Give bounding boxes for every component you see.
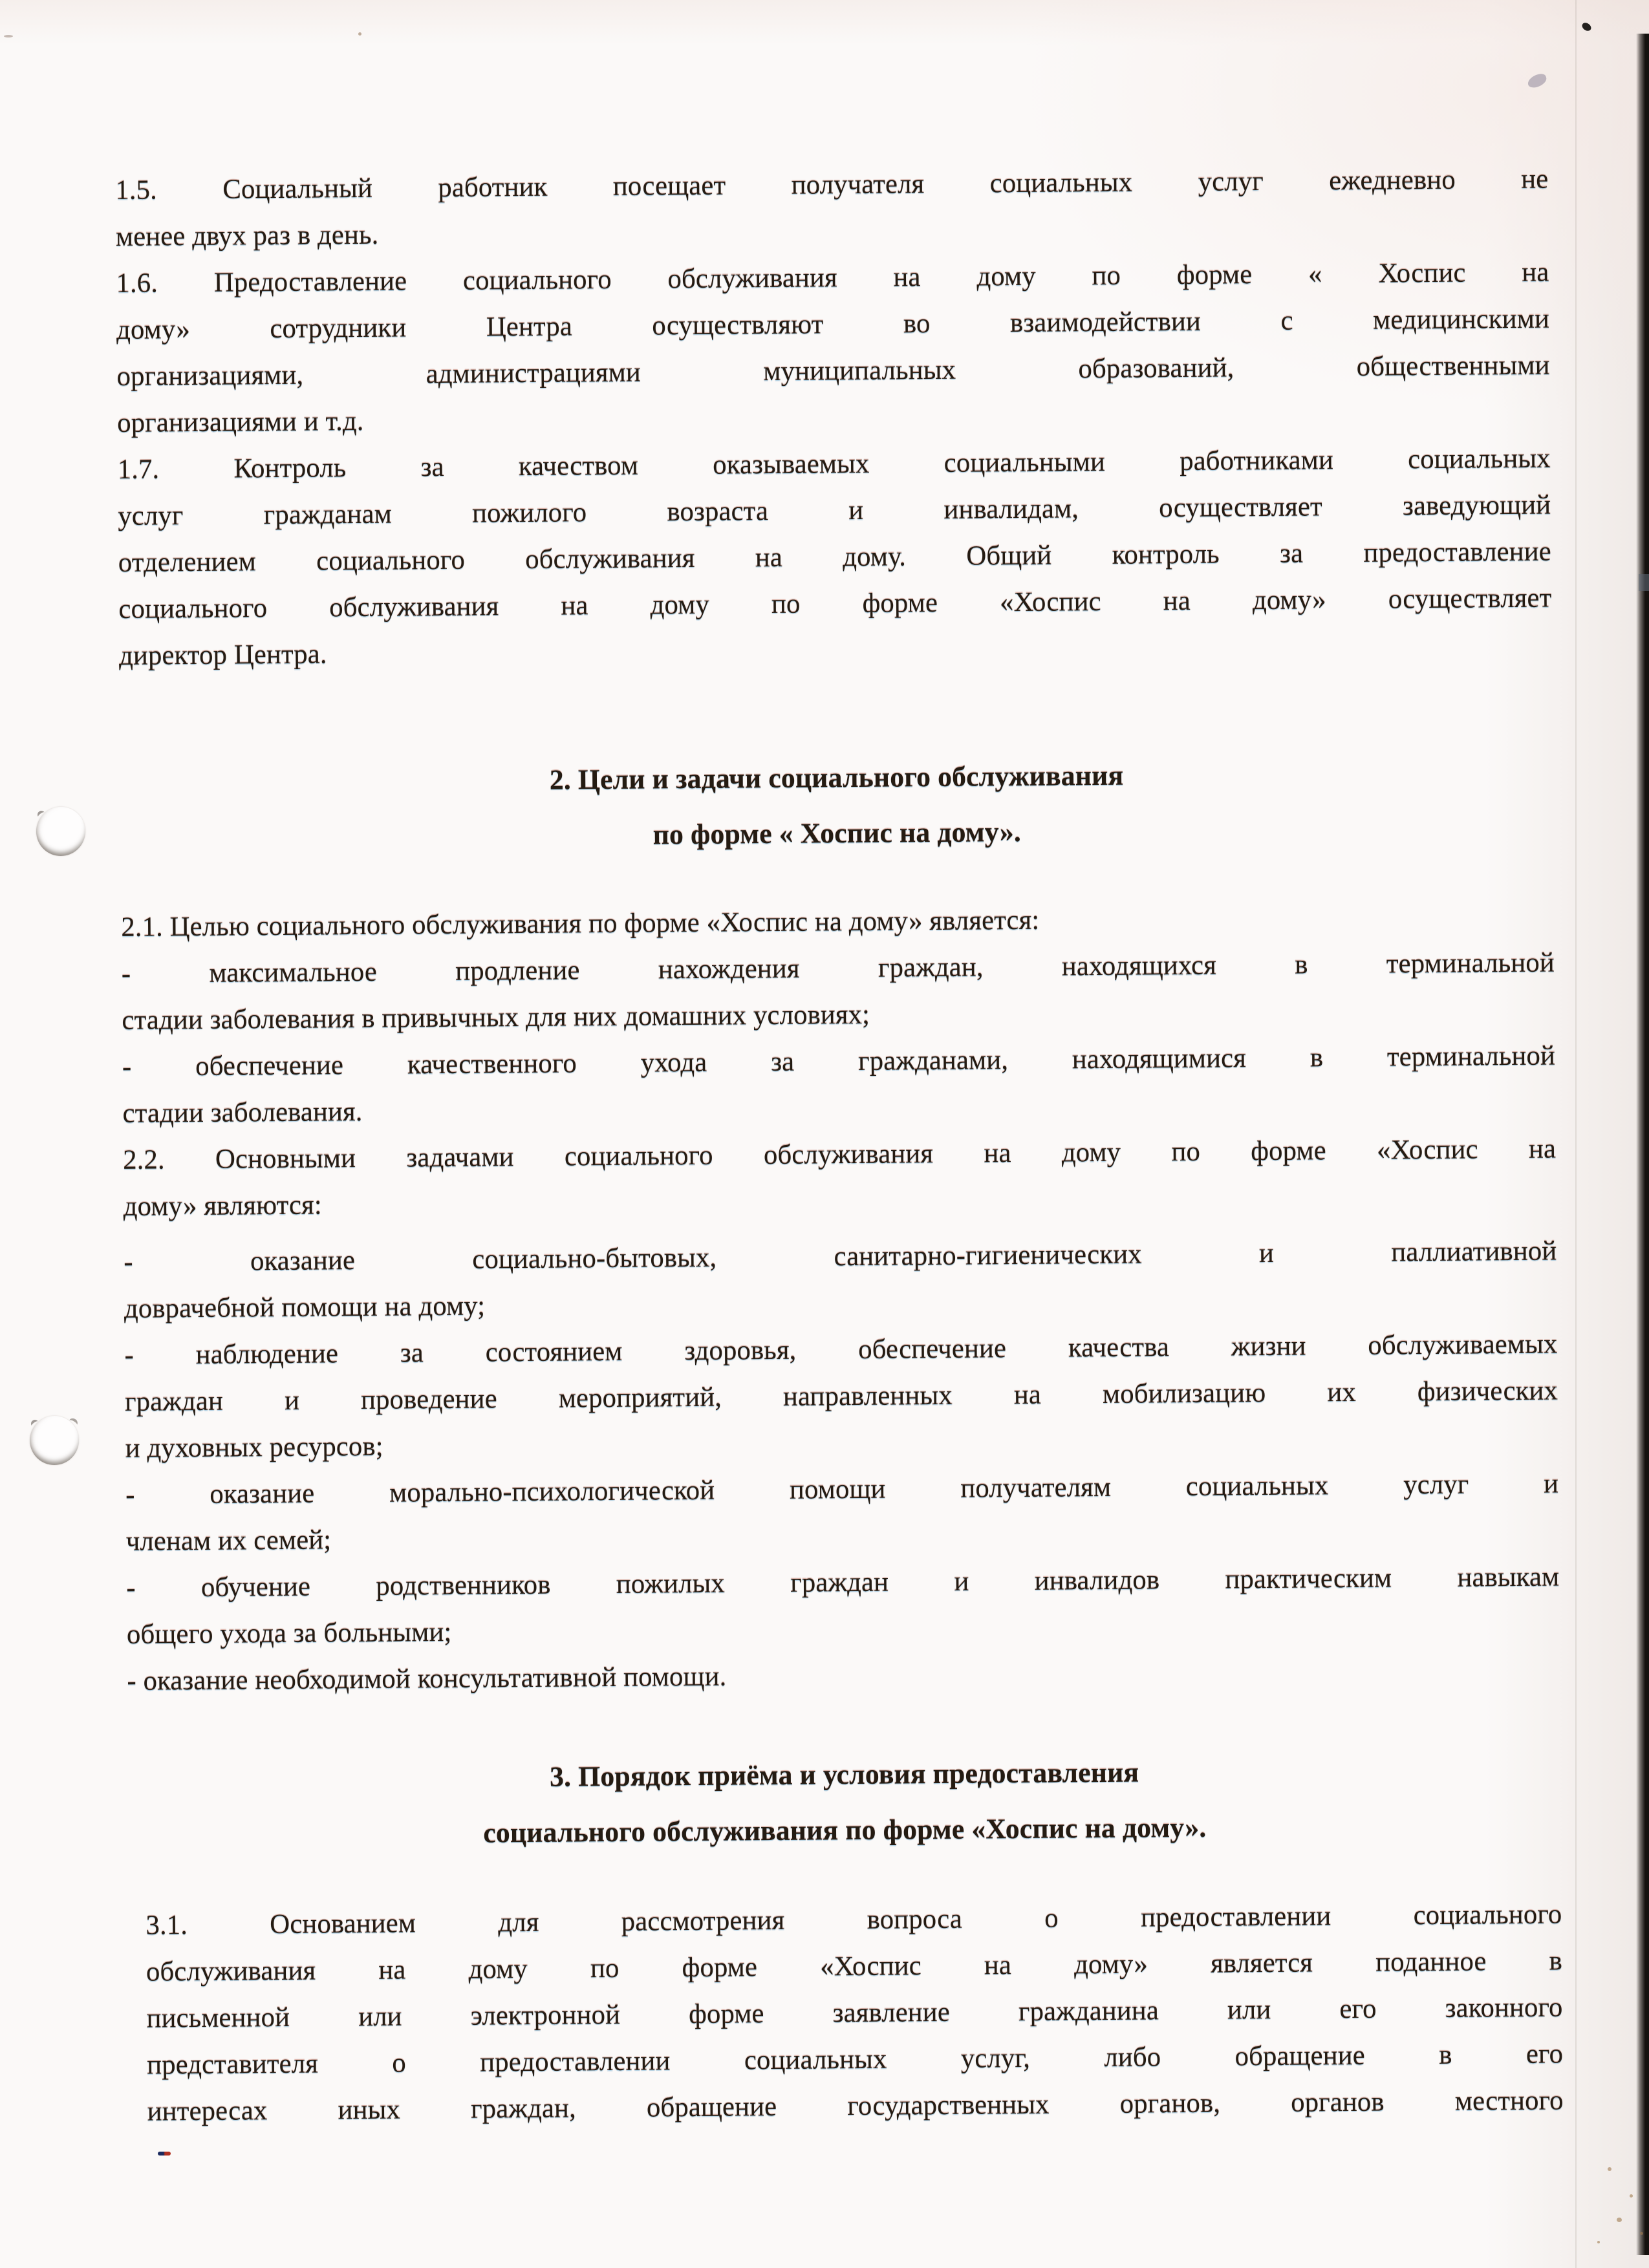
task-item-1 [124, 1228, 1557, 1332]
text-line: 3.1. Основанием для рассмотрения вопроса о предоставлении социального [146, 1899, 1562, 1941]
text-line: организациями, администрациями муниципальных образований, общественными [116, 350, 1550, 392]
text-line: стадии заболевания. [122, 1097, 363, 1129]
task-item-2 [124, 1321, 1558, 1472]
text-line: членам их семей; [125, 1524, 332, 1557]
text-line: - оказание социально-бытовых, санитарно-гигиенических и паллиативной [124, 1236, 1557, 1278]
section-heading-2 [120, 745, 1553, 867]
text-line: обслуживания на дому по форме «Хоспис на дому» является поданное в [146, 1945, 1563, 1987]
text-line: письменной или электронной форме заявление гражданина или его законного [146, 1992, 1563, 2034]
document-text [115, 156, 1564, 2135]
text-line: граждан и проведение мероприятий, направленных на мобилизацию их физических [124, 1375, 1558, 1417]
scan-speck [358, 32, 361, 36]
goal-item-2 [122, 1033, 1556, 1137]
text-line: отделением социального обслуживания на дому. Общий контроль за предоставление [118, 536, 1551, 578]
scan-speck [4, 35, 13, 37]
text-line: общего ухода за больными; [126, 1616, 452, 1650]
paragraph-2-2 [123, 1126, 1557, 1230]
heading-line: 2. Цели и задачи социального обслуживания [549, 759, 1124, 796]
scanner-edge-band [1636, 34, 1649, 2255]
text-line: 1.5. Социальный работник посещает получателя социальных услуг ежедневно не [115, 164, 1549, 206]
text-line: 2.1. Целью социального обслуживания по форме «Хоспис на дому» является: [121, 904, 1040, 943]
text-line: доврачебной помощи на дому; [124, 1290, 486, 1324]
punch-hole [30, 1416, 79, 1465]
text-line: - обеспечение качественного ухода за гражданами, находящимися в терминальной [122, 1040, 1556, 1082]
scanner-band-glint [1639, 574, 1649, 591]
text-line: и духовных ресурсов; [125, 1431, 383, 1464]
text-line: 1.7. Контроль за качеством оказываемых социальными работниками социальных [117, 443, 1551, 485]
section-heading-3 [127, 1741, 1561, 1863]
scan-speck [1608, 2167, 1611, 2171]
text-line: - оказание морально-психологической помощи получателям социальных услуг и [125, 1468, 1559, 1510]
scan-speck [1526, 72, 1548, 89]
paragraph-1-7 [117, 436, 1552, 679]
paragraph-1-5 [115, 156, 1549, 261]
text-line: - оказание необходимой консультативной помощи. [127, 1661, 727, 1696]
text-line: - обучение родственников пожилых граждан и инвалидов практическим навыкам [126, 1561, 1560, 1603]
task-item-3 [125, 1460, 1559, 1565]
text-line: - максимальное продление нахождения граждан, находящихся в терминальной [121, 947, 1555, 989]
text-line: организациями и т.д. [116, 405, 364, 438]
task-item-4 [126, 1554, 1560, 1658]
heading-line: 3. Порядок приёма и условия предоставления [549, 1756, 1139, 1793]
heading-line: по форме « Хоспис на дому». [652, 815, 1021, 851]
text-line: социального обслуживания на дому по форме «Хоспис на дому» осуществляет [118, 583, 1552, 625]
scanner-line-artifact [1575, 0, 1577, 2268]
text-line: интересах иных граждан, обращение государственных органов, органов местного [147, 2085, 1564, 2127]
heading-line: социального обслуживания по форме «Хоспис на дому». [483, 1811, 1207, 1849]
goal-item-1 [122, 940, 1555, 1044]
text-line: директор Центра. [118, 639, 327, 671]
scan-speck [158, 2152, 171, 2156]
scan-speck [1617, 2218, 1622, 2222]
text-line: 2.2. Основными задачами социального обслуживания на дому по форме «Хоспис на [122, 1133, 1557, 1175]
scan-speck [1580, 21, 1593, 33]
text-line: 1.6. Предоставление социального обслуживания на дому по форме « Хоспис на [116, 257, 1549, 299]
text-line: дому» являются: [123, 1190, 322, 1222]
text-line: менее двух раз в день. [115, 219, 379, 252]
paragraph-3-1 [146, 1891, 1564, 2135]
text-line: стадии заболевания в привычных для них домашних условиях; [122, 999, 870, 1036]
punch-hole [36, 807, 85, 856]
text-line: дому» сотрудники Центра осуществляют во взаимодействии с медицинскими [116, 303, 1550, 345]
text-line: - наблюдение за состоянием здоровья, обеспечение качества жизни обслуживаемых [124, 1329, 1558, 1371]
scan-speck [1630, 2194, 1633, 2198]
text-line: услуг гражданам пожилого возраста и инвалидам, осуществляет заведующий [118, 489, 1551, 531]
scan-speck [1597, 2241, 1600, 2243]
scan-speck [1640, 2232, 1643, 2235]
paragraph-1-6 [116, 250, 1550, 447]
text-line: представителя о предоставлении социальных услуг, либо обращение в его [146, 2038, 1564, 2081]
